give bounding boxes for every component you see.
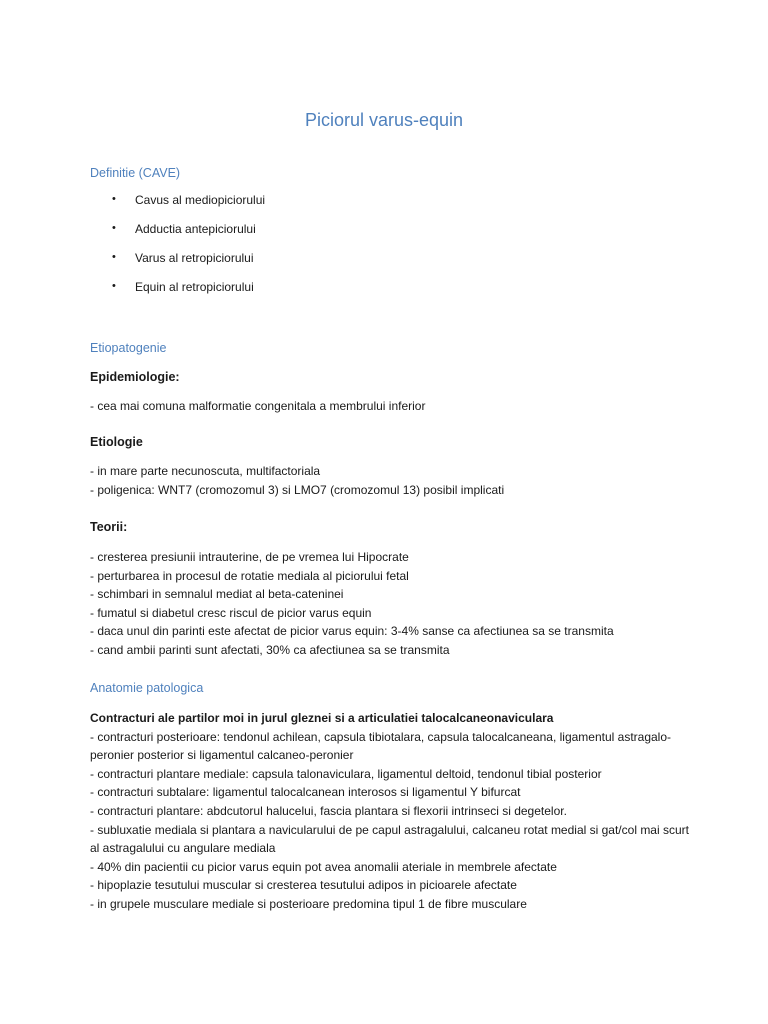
text-line: - perturbarea in procesul de rotatie mediala al piciorului fetal [90, 568, 409, 583]
text-line: - contracturi posterioare: tendonul achilean, capsula tibiotalara, capsula talocalcaneana, ligamentul astragalo-peronier posterior si ligamentul calcaneo-peronier [90, 729, 672, 763]
text-line: - hipoplazie tesutului muscular si cresterea tesutului adipos in picioarele afectate [90, 878, 517, 893]
text-line: - in mare parte necunoscuta, multifactoriala [90, 464, 321, 478]
text-line: - schimbari in semnalul mediat al beta-cateninei [90, 587, 344, 602]
list-item [90, 251, 265, 280]
bullet-text: Equin al retropiciorului [135, 280, 254, 294]
epidemiologie-lines [90, 397, 690, 416]
teorii-lines [90, 548, 690, 660]
text-line: - 40% din pacientii cu picior varus equin pot avea anomalii ateriale in membrele afectate [90, 859, 557, 874]
etiologie-lines [90, 462, 690, 499]
subheading-epidemiologie: Epidemiologie: [90, 370, 180, 384]
text-line: - contracturi plantare mediale: capsula talonaviculara, ligamentul deltoid, tendonul tibial posterior [90, 766, 602, 781]
section-heading-etiopatogenie: Etiopatogenie [90, 341, 167, 355]
bullet-icon: • [112, 251, 116, 263]
text-line: - in grupele musculare mediale si posterioare predomina tipul 1 de fibre musculare [90, 896, 527, 911]
list-item [90, 193, 265, 222]
text-line: - subluxatie mediala si plantara a navicularului de pe capul astragalului, calcaneu rotat medial si gat/col mai scurt al astragalului cu angulare mediala [90, 822, 689, 856]
text-line: - fumatul si diabetul cresc riscul de picior varus equin [90, 605, 372, 620]
text-line: - contracturi subtalare: ligamentul talocalcanean interosos si ligamentul Y bifurcat [90, 785, 521, 800]
subheading-teorii: Teorii: [90, 520, 128, 534]
bullet-text: Cavus al mediopiciorului [135, 193, 266, 207]
bullet-icon: • [112, 280, 116, 292]
subheading-etiologie: Etiologie [90, 435, 143, 449]
bullet-icon: • [112, 193, 116, 205]
bullet-text: Varus al retropiciorului [135, 251, 254, 265]
text-line: - cea mai comuna malformatie congenitala a membrului inferior [90, 399, 426, 413]
text-line: - daca unul din parinti este afectat de picior varus equin: 3-4% sanse ca afectiunea sa se transmita [90, 624, 614, 639]
definitie-bullet-list [90, 193, 265, 309]
page-title: Piciorul varus-equin [304, 110, 464, 130]
text-line: - cand ambii parinti sunt afectati, 30% ca afectiunea sa se transmita [90, 642, 450, 657]
text-line: - cresterea presiunii intrauterine, de pe vremea lui Hipocrate [90, 550, 409, 564]
text-line-lead: Contracturi ale partilor moi in jurul gleznei si a articulatiei talocalcaneonaviculara [90, 711, 554, 725]
list-item [90, 280, 265, 309]
anatomie-lines [90, 709, 690, 914]
bullet-text: Adductia antepiciorului [135, 222, 256, 236]
text-line: - contracturi plantare: abdcutorul halucelui, fascia plantara si flexorii intrinseci si degetelor. [90, 803, 567, 818]
section-heading-definitie: Definitie (CAVE) [90, 166, 181, 180]
text-line: - poligenica: WNT7 (cromozomul 3) si LMO7 (cromozomul 13) posibil implicati [90, 482, 505, 497]
bullet-icon: • [112, 222, 116, 234]
section-heading-anatomie: Anatomie patologica [90, 681, 204, 695]
list-item [90, 222, 265, 251]
